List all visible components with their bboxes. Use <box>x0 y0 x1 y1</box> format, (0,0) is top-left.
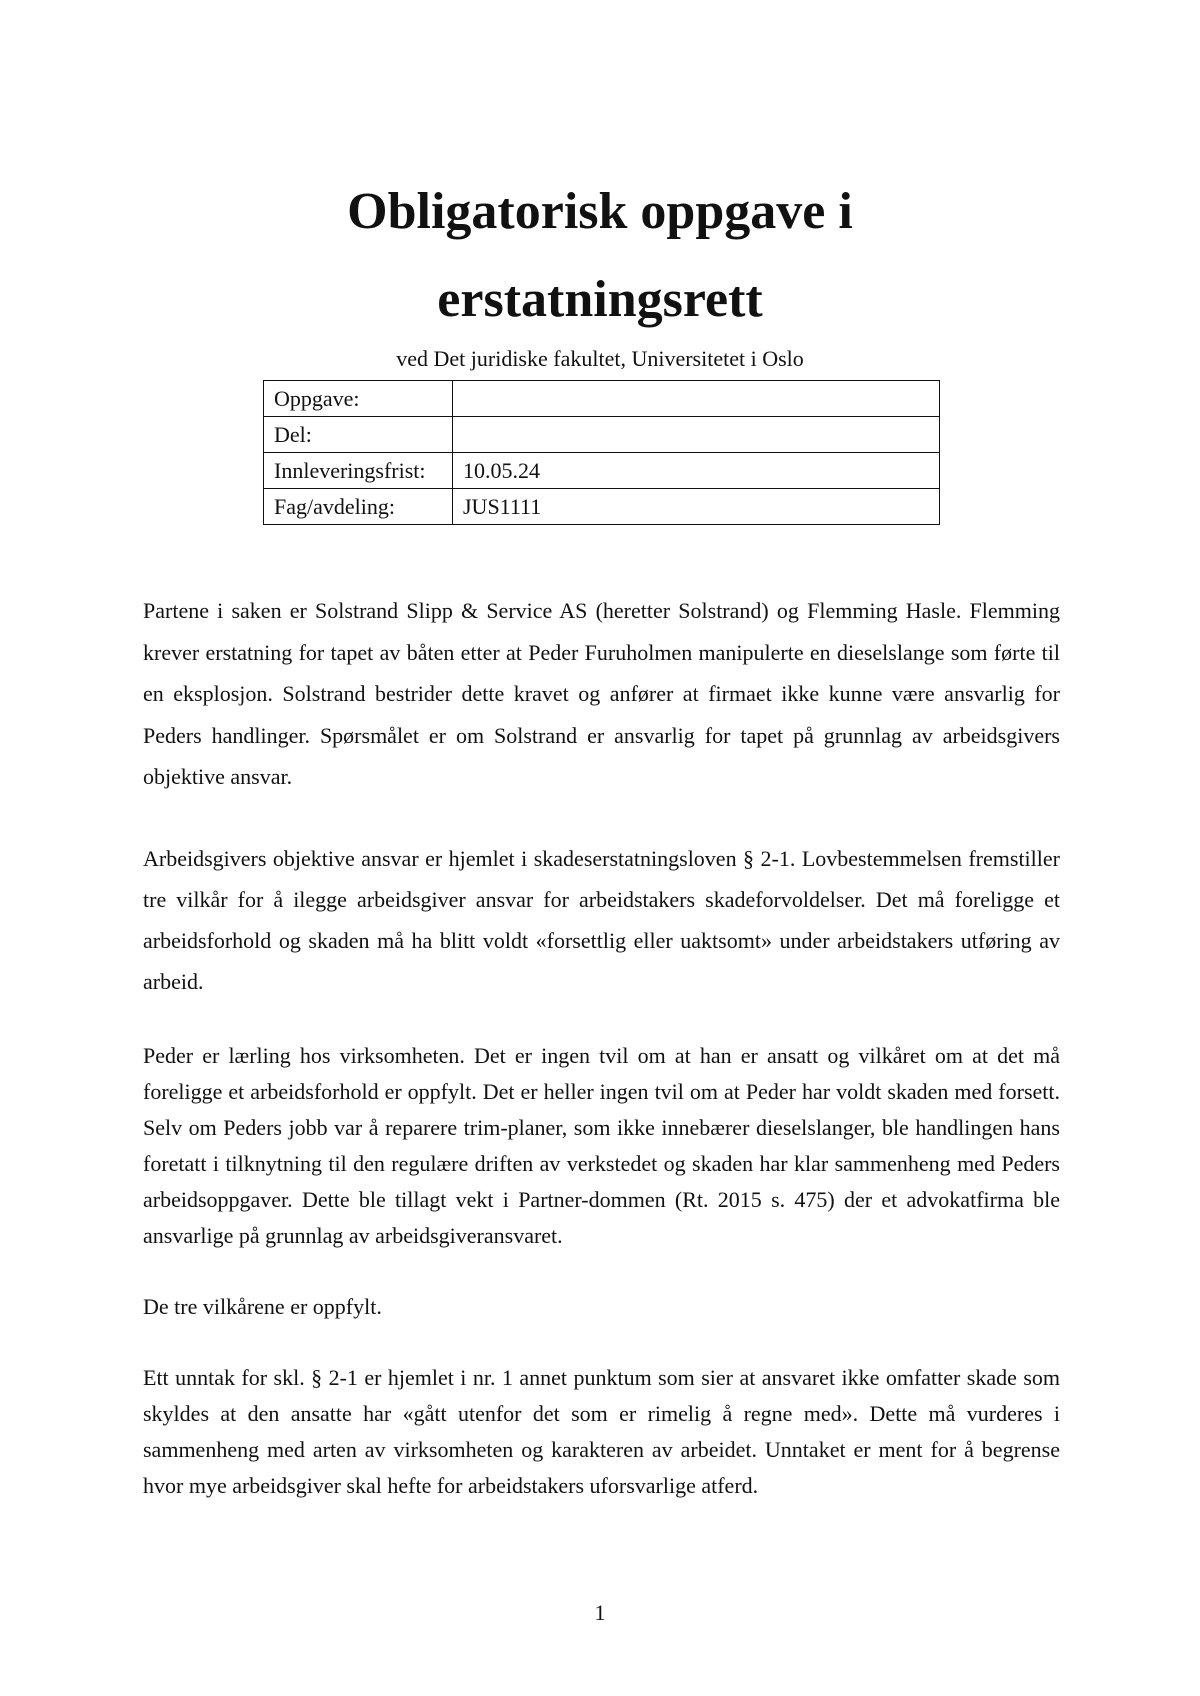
page-number: 1 <box>594 1600 606 1625</box>
document-subtitle: ved Det juridiske fakultet, Universitetet i Oslo <box>396 346 804 371</box>
table-row <box>264 489 940 525</box>
row-value: JUS1111 <box>453 489 940 525</box>
assignment-info-table <box>263 380 940 525</box>
row-label: Del: <box>264 417 453 453</box>
table-row <box>264 453 940 489</box>
paragraph: Peder er lærling hos virksomheten. Det er ingen tvil om at han er ansatt og vilkåret om at det må foreligge et arbeidsforhold er oppfylt. Det er heller ingen tvil om at Peder har voldt skaden med forsett. Selv om Peders jobb var å reparere trim-planer, som ikke innebærer dieselslanger, ble handlingen hans foretatt i tilknytning til den regulære driften av verkstedet og skaden har klar sammenheng med Peders arbeidsoppgaver. Dette ble tillagt vekt i Partner-dommen (Rt. 2015 s. 475) der et advokatfirma ble ansvarlige på grunnlag av arbeidsgiveransvaret. <box>143 1042 1060 1248</box>
table-row <box>264 417 940 453</box>
row-label: Innleveringsfrist: <box>264 453 453 489</box>
paragraph: Arbeidsgivers objektive ansvar er hjemlet i skadeserstatningsloven § 2-1. Lovbestemmelsen fremstiller tre vilkår for å ilegge arbeidsgiver ansvar for arbeidstakers skadeforvoldelser. Det må foreligge et arbeidsforhold og skaden må ha blitt voldt «forsettlig eller uaktsomt» under arbeidstakers utføring av arbeid. <box>143 845 1060 994</box>
document-title <box>0 168 1200 344</box>
paragraph: Partene i saken er Solstrand Slipp & Service AS (heretter Solstrand) og Flemming Hasle. Flemming krever erstatning for tapet av båten etter at Peder Furuholmen manipulerte en dieselslange som førte til en eksplosjon. Solstrand bestrider dette kravet og anfører at firmaet ikke kunne være ansvarlig for Peders handlinger. Spørsmålet er om Solstrand er ansvarlig for tapet på grunnlag av arbeidsgivers objektive ansvar. <box>143 598 1060 789</box>
row-label: Oppgave: <box>264 381 453 417</box>
title-line-2: erstatningsrett <box>437 271 763 328</box>
paragraph: De tre vilkårene er oppfylt. <box>143 1293 382 1319</box>
row-label: Fag/avdeling: <box>264 489 453 525</box>
table-row <box>264 381 940 417</box>
row-value: 10.05.24 <box>453 453 940 489</box>
row-value <box>453 381 940 417</box>
paragraph: Ett unntak for skl. § 2-1 er hjemlet i nr. 1 annet punktum som sier at ansvaret ikke omfatter skade som skyldes at den ansatte har «gått utenfor det som er rimelig å regne med». Dette må vurderes i sammenheng med arten av virksomheten og karakteren av arbeidet. Unntaket er ment for å begrense hvor mye arbeidsgiver skal hefte for arbeidstakers uforsvarlige atferd. <box>143 1364 1060 1498</box>
row-value <box>453 417 940 453</box>
document-body <box>143 590 1060 1504</box>
title-line-1: Obligatorisk oppgave i <box>347 183 853 240</box>
